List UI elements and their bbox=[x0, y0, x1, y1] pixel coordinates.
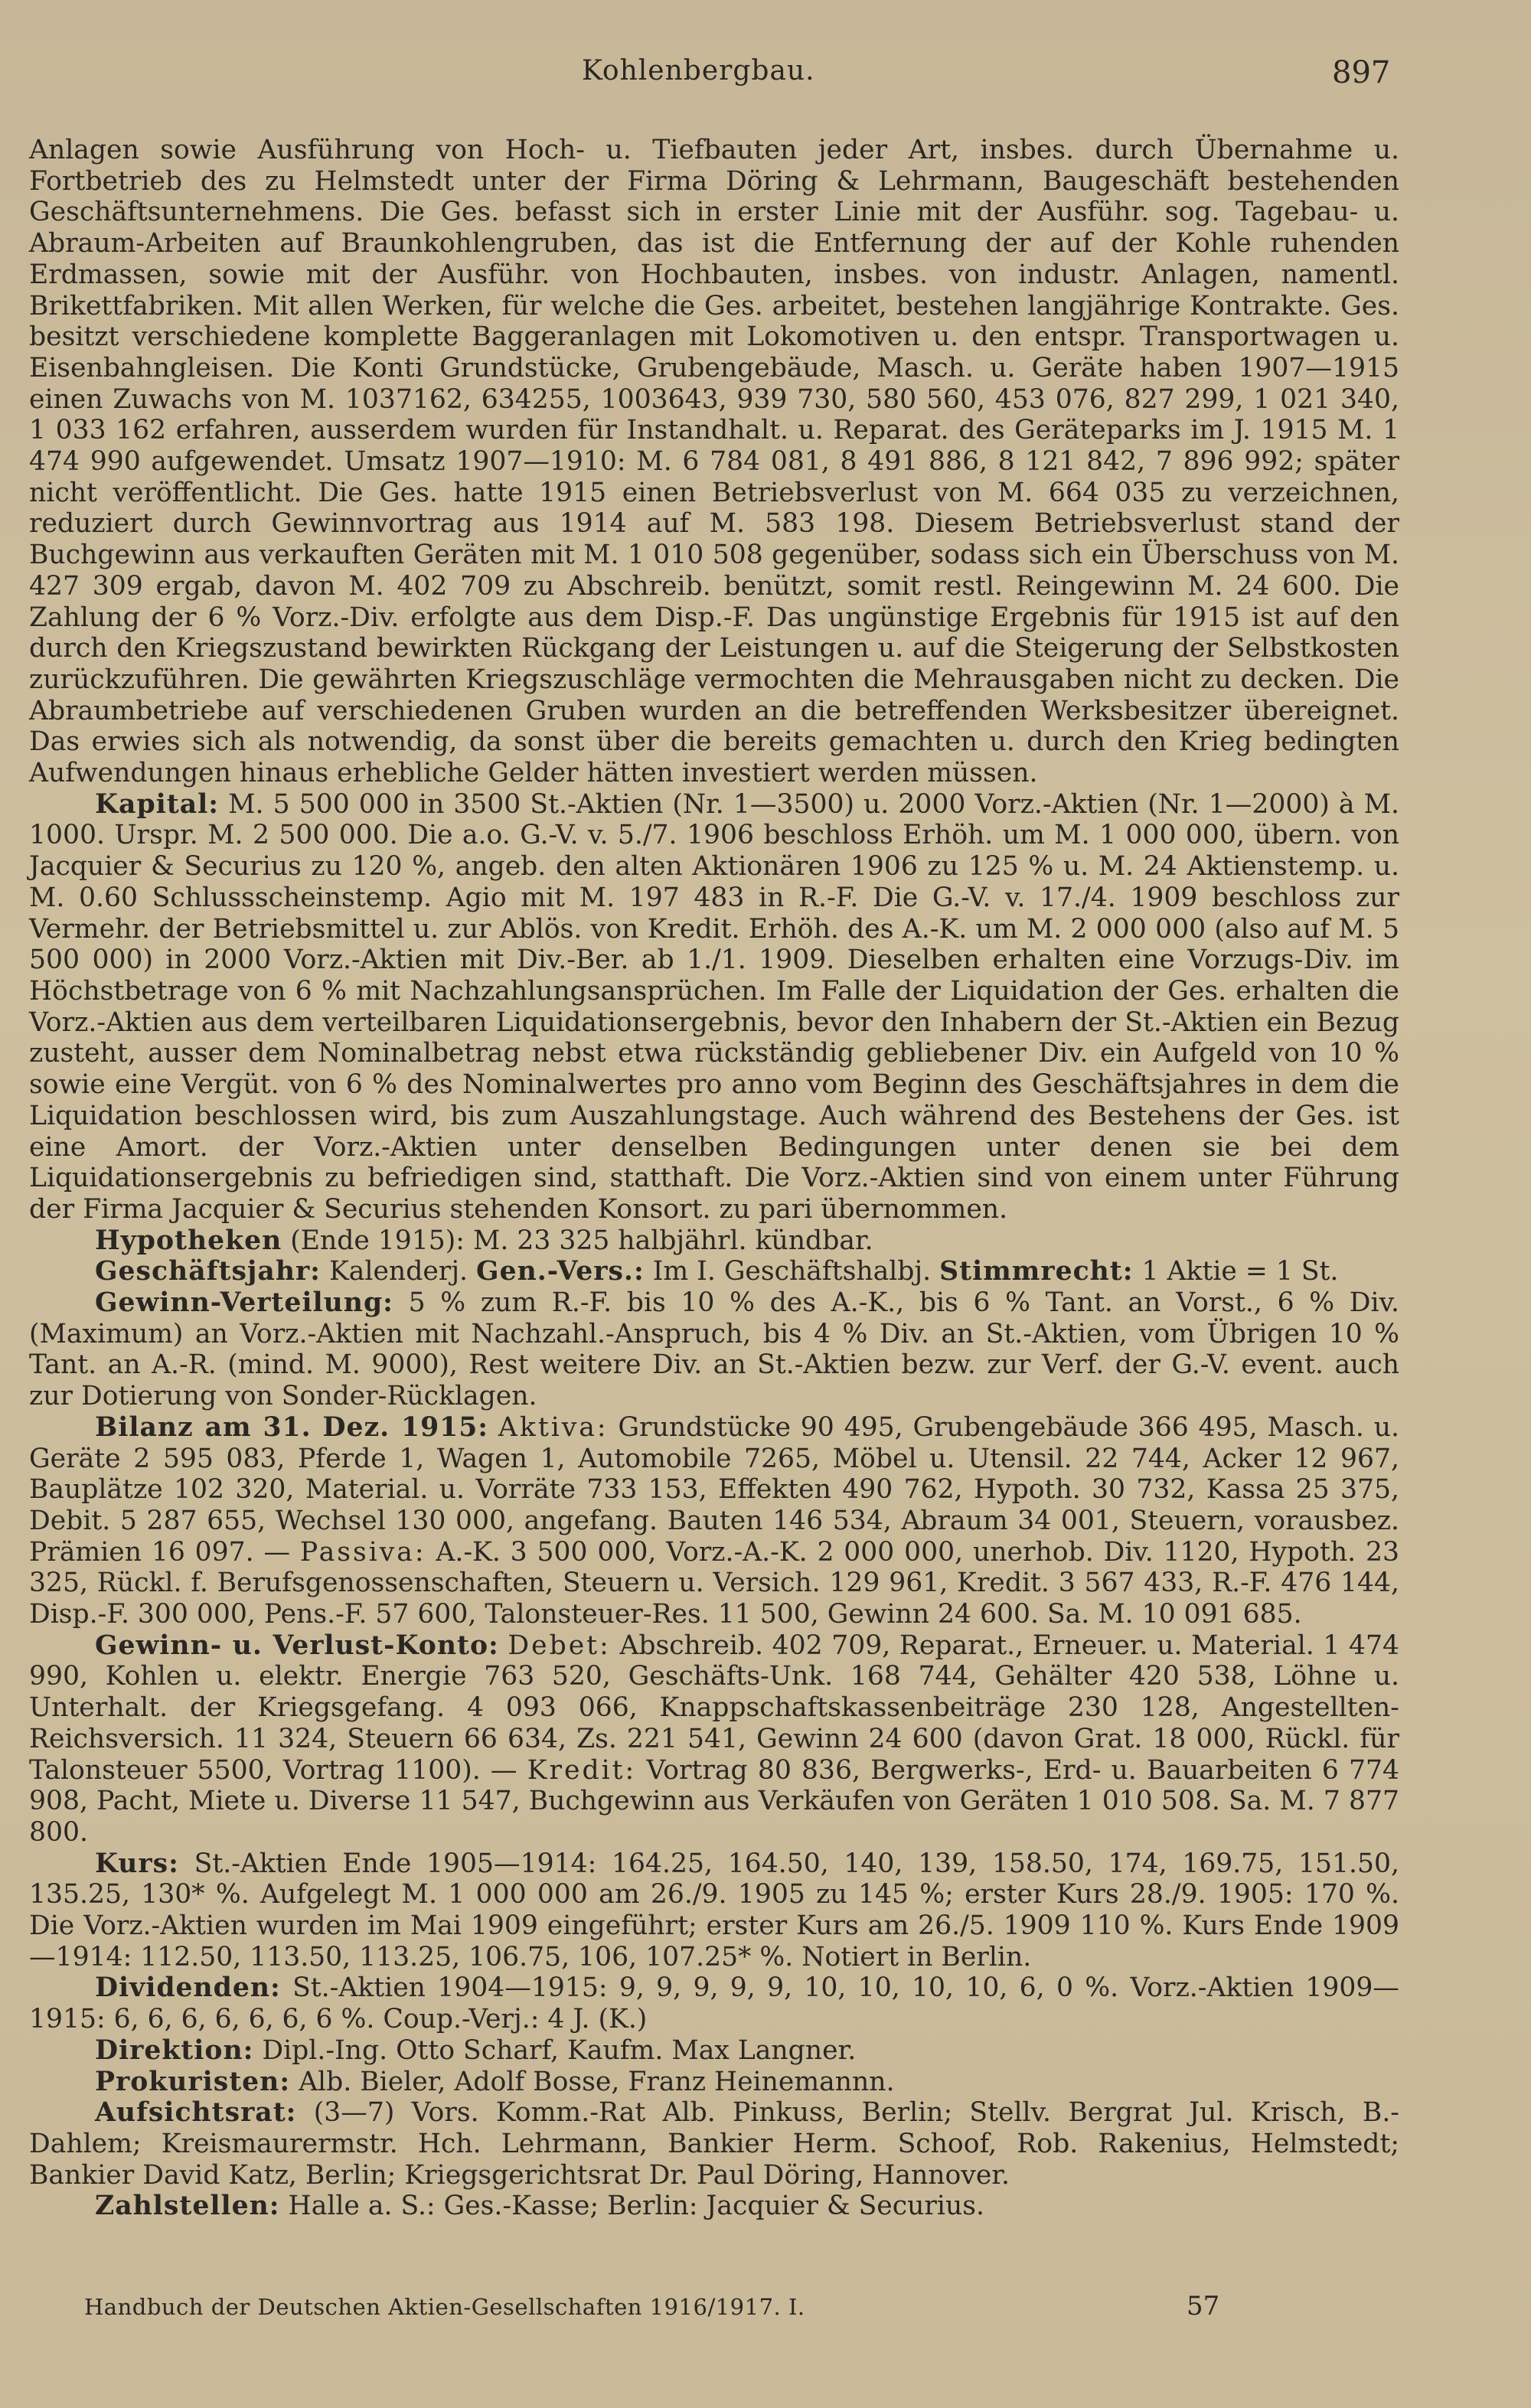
footer-title: Handbuch der Deutschen Aktien-Gesellschaften 1916/1917. I. bbox=[84, 2294, 805, 2320]
page-footer bbox=[0, 2291, 1531, 2332]
aufsichtsrat-text: (3—7) Vors. Komm.-Rat Alb. Pinkuss, Berlin; Stellv. Bergrat Jul. Krisch, B.-Dahlem; Kreismaurermstr. Hch. Lehrmann, Bankier Herm. Schoof, Rob. Rakenius, Helmstedt; Bankier David Katz, Berlin; Kriegsgerichtsrat Dr. Paul Döring, Hannover. bbox=[29, 2097, 1399, 2191]
gewinn-verlust-paragraph bbox=[29, 1630, 1399, 1848]
prokuristen-paragraph bbox=[29, 2067, 1399, 2098]
zahlstellen-text: Halle a. S.: Ges.-Kasse; Berlin: Jacquier & Securius. bbox=[288, 2191, 984, 2222]
dividenden-paragraph bbox=[29, 1972, 1399, 2034]
hypotheken-label: Hypotheken bbox=[95, 1225, 282, 1256]
kapital-text: M. 5 500 000 in 3500 St.-Aktien (Nr. 1—3500) u. 2000 Vorz.-Aktien (Nr. 1—2000) à M. 1000. Urspr. M. 2 500 000. Die a.o. G.-V. v. 5./7. 1906 beschloss Erhöh. um M. 1 000 000, übern. von Jacquier & Securius zu 120 %, angeb. den alten Aktionären 1906 zu 125 % u. M. 24 Aktienstemp. u. M. 0.60 Schlussscheinstemp. Agio mit M. 197 483 in R.-F. Die G.-V. v. 17./4. 1909 beschloss zur Vermehr. der Betriebsmittel u. zur Ablös. von Kredit. Erhöh. des A.-K. um M. 2 000 000 (also auf M. 5 500 000) in 2000 Vorz.-Aktien mit Div.-Ber. ab 1./1. 1909. Dieselben erhalten eine Vorzugs-Div. im Höchstbetrage von 6 % mit Nachzahlungsansprüchen. Im Falle der Liquidation der Ges. erhalten die Vorz.-Aktien aus dem verteilbaren Liquidationsergebnis, bevor den Inhabern der St.-Aktien ein Bezug zusteht, ausser dem Nominalbetrag nebst etwa rückständig gebliebener Div. ein Aufgeld von 10 % sowie eine Vergüt. von 6 % des Nominalwertes pro anno vom Beginn des Geschäftsjahres in dem die Liquidation beschlossen wird, bis zum Auszahlungstage. Auch während des Bestehens der Ges. ist eine Amort. der Vorz.-Aktien unter denselben Bedingungen unter denen sie bei dem Liquidationsergebnis zu befriedigen sind, statthaft. Die Vorz.-Aktien sind von einem unter Führung der Firma Jacquier & Securius stehenden Konsort. zu pari übernommen. bbox=[29, 788, 1399, 1225]
direktion-text: Dipl.-Ing. Otto Scharf, Kaufm. Max Langner. bbox=[262, 2034, 857, 2066]
gen-vers-label: Gen.-Vers.: bbox=[476, 1256, 645, 1287]
stimmrecht-label: Stimmrecht: bbox=[939, 1256, 1134, 1287]
hypotheken-text: (Ende 1915): M. 23 325 halbjährl. kündbar. bbox=[290, 1225, 873, 1256]
running-title: Kohlenbergbau. bbox=[582, 55, 815, 86]
body-text bbox=[29, 135, 1399, 2222]
direktion-paragraph bbox=[29, 2035, 1399, 2067]
debet-label: Debet: bbox=[508, 1630, 611, 1661]
gewinn-verlust-label: Gewinn- u. Verlust-Konto: bbox=[95, 1630, 499, 1661]
kurs-paragraph bbox=[29, 1848, 1399, 1973]
zahlstellen-label: Zahlstellen: bbox=[95, 2191, 280, 2222]
dividenden-text: St.-Aktien 1904—1915: 9, 9, 9, 9, 9, 10, 10, 10, 10, 6, 0 %. Vorz.-Aktien 1909—1915: 6, 6, 6, 6, 6, 6, 6 %. Coup.-Verj.: 4 J. (K.) bbox=[29, 1972, 1399, 2035]
gewinn-verteilung-label: Gewinn-Verteilung: bbox=[95, 1287, 393, 1319]
kurs-text: St.-Aktien Ende 1905—1914: 164.25, 164.50, 140, 139, 158.50, 174, 169.75, 151.50, 135.25, 130* %. Aufgelegt M. 1 000 000 am 26./9. 1905 zu 145 %; erster Kurs 28./9. 1905: 170 %. Die Vorz.-Aktien wurden im Mai 1909 eingeführt; erster Kurs am 26./5. 1909 110 %. Kurs Ende 1909—1914: 112.50, 113.50, 113.25, 106.75, 106, 107.25* %. Notiert in Berlin. bbox=[29, 1848, 1399, 1972]
bilanz-paragraph bbox=[29, 1412, 1399, 1630]
geschaeftsjahr-text: Kalenderj. bbox=[328, 1256, 468, 1287]
gewinn-verteilung-text: 5 % zum R.-F. bis 10 % des A.-K., bis 6 % Tant. an Vorst., 6 % Div. (Maximum) an Vorz.-Aktien mit Nachzahl.-Anspruch, bis 4 % Div. an St.-Aktien, vom Übrigen 10 % Tant. an A.-R. (mind. M. 9000), Rest weitere Div. an St.-Aktien bezw. zur Verf. der G.-V. event. auch zur Dotierung von Sonder-Rücklagen. bbox=[29, 1287, 1400, 1412]
bilanz-label: Bilanz am 31. Dez. 1915: bbox=[95, 1411, 489, 1443]
kapital-label: Kapital: bbox=[95, 788, 220, 820]
stimmrecht-text: 1 Aktie = 1 St. bbox=[1141, 1256, 1339, 1287]
passiva-label: Passiva: bbox=[299, 1536, 426, 1568]
geschaeftsjahr-label: Geschäftsjahr: bbox=[95, 1256, 321, 1287]
dividenden-label: Dividenden: bbox=[95, 1972, 281, 2004]
prokuristen-label: Prokuristen: bbox=[95, 2066, 291, 2097]
geschaeftsjahr-paragraph bbox=[29, 1256, 1399, 1287]
intro-paragraph: Anlagen sowie Ausführung von Hoch- u. Tiefbauten jeder Art, insbes. durch Übernahme u. Fortbetrieb des zu Helmstedt unter der Firma Döring & Lehrmann, Baugeschäft bestehenden Geschäftsunternehmens. Die Ges. befasst sich in erster Linie mit der Ausführ. sog. Tagebau- u. Abraum-Arbeiten auf Braunkohlengruben, das ist die Entfernung der auf der Kohle ruhenden Erdmassen, sowie mit der Ausführ. von Hochbauten, insbes. von industr. Anlagen, namentl. Brikettfabriken. Mit allen Werken, für welche die Ges. arbeitet, bestehen langjährige Kontrakte. Ges. besitzt verschiedene komplette Baggeranlagen mit Lokomotiven u. den entspr. Transportwagen u. Eisenbahngleisen. Die Konti Grundstücke, Grubengebäude, Masch. u. Geräte haben 1907—1915 einen Zuwachs von M. 1037162, 634255, 1003643, 939 730, 580 560, 453 076, 827 299, 1 021 340, 1 033 162 erfahren, ausserdem wurden für Instandhalt. u. Reparat. des Geräteparks im J. 1915 M. 1 474 990 aufgewendet. Umsatz 1907—1910: M. 6 784 081, 8 491 886, 8 121 842, 7 896 992; später nicht veröffentlicht. Die Ges. hatte 1915 einen Betriebsverlust von M. 664 035 zu verzeichnen, reduziert durch Gewinnvortrag aus 1914 auf M. 583 198. Diesem Betriebsverlust stand der Buchgewinn aus verkauften Geräten mit M. 1 010 508 gegenüber, sodass sich ein Überschuss von M. 427 309 ergab, davon M. 402 709 zu Abschreib. benützt, somit restl. Reingewinn M. 24 600. Die Zahlung der 6 % Vorz.-Div. erfolgte aus dem Disp.-F. Das ungünstige Ergebnis für 1915 ist auf den durch den Kriegszustand bewirkten Rückgang der Leistungen u. auf die Steigerung der Selbstkosten zurückzuführen. Die gewährten Kriegszuschläge vermochten die Mehrausgaben nicht zu decken. Die Abraumbetriebe auf verschiedenen Gruben wurden an die betreffenden Werksbesitzer übereignet. Das erwies sich als notwendig, da sonst über die bereits gemachten u. durch den Krieg bedingten Aufwendungen hinaus erhebliche Gelder hätten investiert werden müssen. bbox=[29, 135, 1399, 789]
aktiva-label: Aktiva: bbox=[498, 1411, 609, 1443]
running-header bbox=[0, 55, 1531, 101]
kredit-text: Vortrag 80 836, Bergwerks-, Erd- u. Bauarbeiten 6 774 908, Pacht, Miete u. Diverse 11 547, Buchgewinn aus Verkäufen von Geräten 1 010 508. Sa. M. 7 877 800. bbox=[29, 1754, 1399, 1848]
prokuristen-text: Alb. Bieler, Adolf Bosse, Franz Heinemannn. bbox=[299, 2066, 895, 2097]
direktion-label: Direktion: bbox=[95, 2034, 254, 2066]
kredit-label: Kredit: bbox=[527, 1754, 637, 1786]
hypotheken-paragraph bbox=[29, 1225, 1399, 1257]
aufsichtsrat-label: Aufsichtsrat: bbox=[95, 2097, 297, 2129]
signature-mark: 57 bbox=[1187, 2291, 1220, 2322]
zahlstellen-paragraph bbox=[29, 2191, 1399, 2222]
aktiva-text: Grundstücke 90 495, Grubengebäude 366 495, Masch. u. Geräte 2 595 083, Pferde 1, Wagen 1, Automobile 7265, Möbel u. Utensil. 22 744, Acker 12 967, Bauplätze 102 320, Material. u. Vorräte 733 153, Effekten 490 762, Hypoth. 30 732, Kassa 25 375, Debit. 5 287 655, Wechsel 130 000, angefang. Bauten 146 534, Abraum 34 001, Steuern, vorausbez. Prämien 16 097. — bbox=[29, 1411, 1399, 1568]
passiva-text: A.-K. 3 500 000, Vorz.-A.-K. 2 000 000, unerhob. Div. 1120, Hypoth. 23 325, Rückl. f. Berufsgenossenschaften, Steuern u. Versich. 129 961, Kredit. 3 567 433, R.-F. 476 144, Disp.-F. 300 000, Pens.-F. 57 600, Talonsteuer-Res. 11 500, Gewinn 24 600. Sa. M. 10 091 685. bbox=[29, 1536, 1399, 1630]
kurs-label: Kurs: bbox=[95, 1848, 179, 1879]
kapital-paragraph bbox=[29, 789, 1399, 1225]
gewinn-verteilung-paragraph bbox=[29, 1287, 1399, 1412]
gen-vers-text: Im I. Geschäftshalbj. bbox=[652, 1256, 932, 1287]
page-number: 897 bbox=[1332, 55, 1391, 90]
aufsichtsrat-paragraph bbox=[29, 2097, 1399, 2191]
debet-text: Abschreib. 402 709, Reparat., Erneuer. u. Material. 1 474 990, Kohlen u. elektr. Energie 763 520, Geschäfts-Unk. 168 744, Gehälter 420 538, Löhne u. Unterhalt. der Kriegsgefang. 4 093 066, Knappschaftskassenbeiträge 230 128, Angestellten-Reichsversich. 11 324, Steuern 66 634, Zs. 221 541, Gewinn 24 600 (davon Grat. 18 000, Rückl. für Talonsteuer 5500, Vortrag 1100). — bbox=[29, 1630, 1399, 1786]
